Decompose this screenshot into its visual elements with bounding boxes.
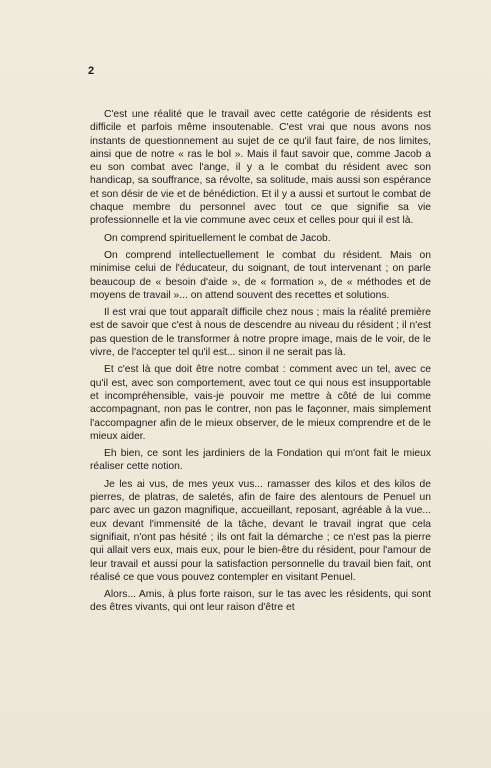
paragraph-4: Il est vrai que tout apparaît difficile chez nous ; mais la réalité première est de savoir que c'est à nous de descendre au niveau du résident ; il n'est pas question de le transformer à notre propre image, mais de le voir, de le vivre, de l'accepter tel qu'il est... sinon il ne serait pas là. [90, 307, 431, 359]
paragraph-8: Alors... Amis, à plus forte raison, sur le tas avec les résidents, qui sont des êtres vivants, qui ont leur raison d'être et [90, 589, 431, 614]
body-text [90, 108, 431, 619]
page-number: 2 [88, 65, 95, 77]
paragraph-6: Eh bien, ce sont les jardiniers de la Fondation qui m'ont fait le mieux réaliser cette notion. [90, 448, 431, 473]
paragraph-2: On comprend spirituellement le combat de Jacob. [104, 232, 331, 244]
paragraph-7: Je les ai vus, de mes yeux vus... ramasser des kilos et des kilos de pierres, de platras, de saletés, afin de faire des alentours de Penuel un parc avec un gazon magnifique, accueillant, reposant, agréable à la vue... eux devant l'immensité de la tâche, devant le travail ingrat que cela signifiait, n'ont pas hésité ; ils ont fait la démarche ; ce n'est pas la pierre qui allait vers eux, mais eux, pour le bien-être du résident, pour l'amour de leur travail et aussi pour la satisfaction personnelle du travail bien fait, ont réalisé ce que vous pouvez contempler en visitant Penuel. [90, 478, 431, 583]
paragraph-3: On comprend intellectuellement le combat du résident. Mais on minimise celui de l'éducateur, du soignant, de tout intervenant ; on parle beaucoup de « besoin d'aide », de « formation », de « méthodes et de moyens de travail »... on attend souvent des recettes et solutions. [90, 249, 431, 301]
paragraph-5: Et c'est là que doit être notre combat : comment avec un tel, avec ce qu'il est, avec son comportement, avec tout ce qui nous est insupportable et incompréhensible, vais-je pouvoir me mettre à côté de lui comme accompagnant, non pas le contrer, non pas le façonner, mais simplement l'accompagner afin de le mieux observer, de le mieux comprendre et de le mieux aider. [90, 364, 431, 442]
paragraph-1: C'est une réalité que le travail avec cette catégorie de résidents est difficile et parfois même insoutenable. C'est vrai que nous avons nos instants de questionnement au sujet de ce qu'il faut faire, de nos limites, ainsi que de notre « ras le bol ». Mais il faut savoir que, comme Jacob a eu son combat avec l'ange, il y a le combat du résident avec son handicap, sa souffrance, sa révolte, sa solitude, mais aussi son espérance et son désir de vie et de bénédiction. Et il y a aussi et surtout le combat de chaque membre du personnel avec tout ce que signifie sa vie professionnelle et la vie commune avec ceux et celles pour qui il est là. [90, 109, 431, 227]
